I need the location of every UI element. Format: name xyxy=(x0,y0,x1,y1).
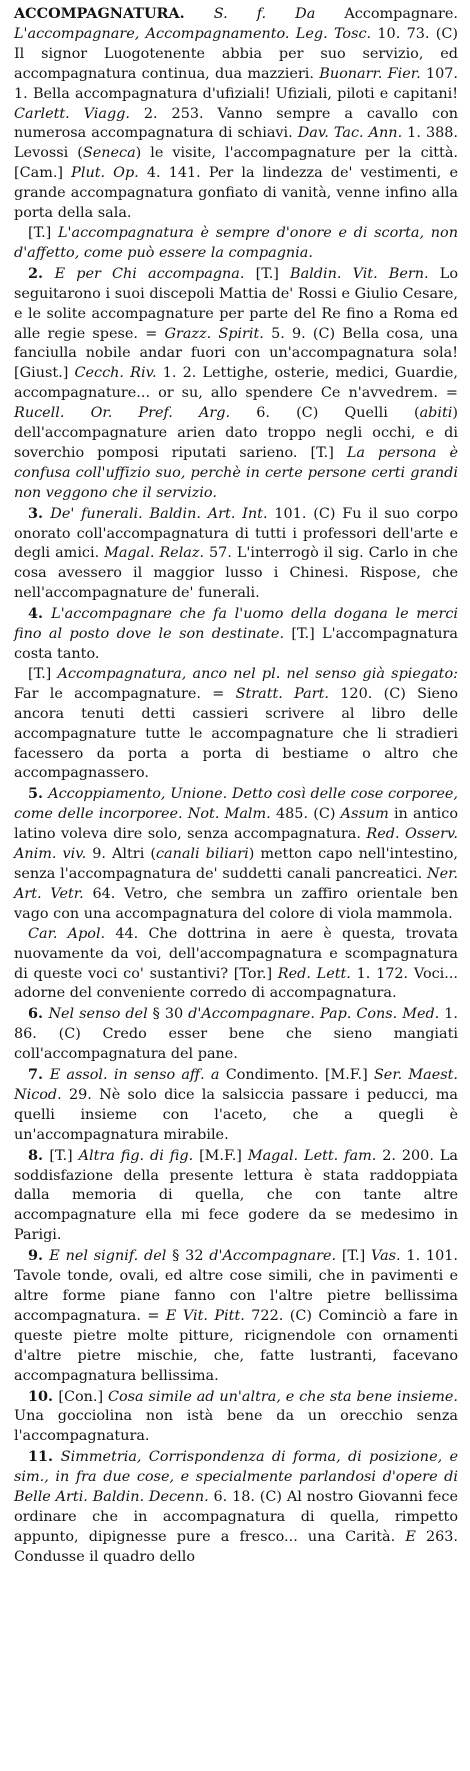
entry-text: 44. Che dottrina in aere è questa, trovata nuovamente da voi, dell'accompagnatura e scompagnatura di queste voci co' sustantivi? [Tor.] xyxy=(14,925,458,982)
entry-text: 2. 200. La soddisfazione della presente lettura è stata raddoppiata dalla memoria di quella, che con tante altre accompagnature ella mi fece godere da se medesimo in Parigi. xyxy=(14,1147,458,1244)
entry-text: 1. 101. Tavole tonde, ovali, ed altre cose simili, che in pavimenti e altre forme piane fanno con l'altre pietre bellissima accompagnatura. = xyxy=(14,1248,459,1324)
entry-text: § 32 xyxy=(166,1248,210,1265)
entry-text: [T.] xyxy=(244,265,291,282)
entry-text: Accompagnare xyxy=(344,6,454,22)
sense-number: 9. xyxy=(28,1247,50,1265)
entry-text: [T.] xyxy=(49,1147,79,1164)
entry-text: 101. (C) Fu il suo corpo onorato coll'accompagnatura di tutti i professori dell'arte e degli amici. xyxy=(14,505,458,562)
entry-sense-paragraph xyxy=(14,504,458,605)
entry-text: in antico latino voleva dire solo, senza accompagnatura. xyxy=(14,806,458,843)
italic-text: Assum xyxy=(340,806,389,823)
entry-text: 10. 73. (C) Il signor Luogotenente abbia per suo servizio, ed accompagnatura continua, dua mazzieri. xyxy=(14,25,458,82)
sense-number: 4. xyxy=(28,605,52,623)
sense-number: 3. xyxy=(28,504,51,522)
entry-sense-paragraph xyxy=(14,1004,458,1065)
entry-text: 5. 9. (C) Bella cosa, una fanciulla nobile andar fuori con un'accompagnatura sola! [Giust.] xyxy=(14,325,458,382)
entry-text: 57. L'interrogò il sig. Carlo in che cosa avessero il maggior lusso i Chinesi. Rispose, che nell'accompagnature de' funerali. xyxy=(14,545,458,602)
entry-text: Una gocciolina non istà bene da un orecchio senza l'accompagnatura. xyxy=(14,1408,458,1445)
sense-number: 6. xyxy=(28,1005,49,1023)
italic-text: abiti xyxy=(419,405,453,422)
entry-text: 6. (C) Quelli ( xyxy=(230,405,420,422)
entry-text: 2. 253. Vanno sempre a cavallo con numerosa accompagnatura di schiavi. xyxy=(14,105,459,142)
entry-definition xyxy=(14,4,458,224)
italic-text: E Vit. Pitt. xyxy=(165,1307,245,1324)
dictionary-entry-accompagnatura xyxy=(14,4,458,1568)
entry-text: 1. 86. (C) Credo esser bene che sieno mangiati coll'accompagnatura del pane. xyxy=(14,1006,458,1063)
italic-text: Red. Osserv. Anim. viv. xyxy=(14,826,459,863)
italic-text: Ner. Art. Vetr. xyxy=(14,865,458,902)
entry-text: [T.] xyxy=(28,224,58,241)
italic-text: Carlett. Viagg. xyxy=(14,105,130,122)
sense-number: 10. xyxy=(28,1387,59,1405)
entry-sense-paragraph xyxy=(14,1146,458,1247)
italic-text: Rucell. Or. Pref. Arg. xyxy=(14,405,231,422)
sense-number: 2. xyxy=(28,264,55,282)
italic-text: canali biliari xyxy=(155,846,249,863)
entry-text: Far le accompagnature. = xyxy=(14,685,236,702)
entry-text: [T.] xyxy=(336,1248,371,1265)
entry-sense-paragraph xyxy=(14,1447,458,1567)
italic-text: Vas. xyxy=(371,1248,401,1265)
italic-text: Accoppiamento, Unione. Detto così delle cose corporee, come delle incorporee. Not. Malm. xyxy=(14,786,458,823)
entry-text: 107. 1. Bella accompagnatura d'ufiziali! Ufiziali, piloti e capitani! xyxy=(14,65,458,102)
entry-text: [T.] L'accompagnatura costa tanto. xyxy=(14,626,458,662)
italic-text: Dav. Tac. Ann. xyxy=(297,125,403,142)
entry-sense-paragraph xyxy=(14,1246,458,1386)
italic-text: E per Chi accompagna. xyxy=(54,265,245,282)
entry-sense-paragraph xyxy=(14,665,458,784)
entry-sense-paragraph xyxy=(14,784,458,924)
entry-text: [M.F.] xyxy=(193,1147,248,1164)
entry-text: ) dell'accompagnature arien dato troppo negli occhi, e di soverchio pomposi riputati sarieno. [T.] xyxy=(14,405,458,461)
entry-headword: ACCOMPAGNATURA. xyxy=(14,5,185,22)
sense-number: 7. xyxy=(28,1066,50,1084)
italic-text: Grazz. Spirit. xyxy=(164,325,264,342)
entry-text: Lo seguitarono i suoi discepoli Mattia de' Rossi e Giulio Cesare, e le solite accompagnature per parte del Re fino a Roma ed alle regie spese. = xyxy=(14,265,458,342)
entry-sense-paragraph xyxy=(14,1387,458,1448)
italic-text: d'Accompagnare. Pap. Cons. Med. xyxy=(188,1006,440,1023)
entry-text: 263. Condusse il quadro dello xyxy=(14,1528,459,1565)
italic-text: La persona è confusa coll'uffizio suo, perchè in certe persone certi grandi non veggono che il servizio. xyxy=(14,444,458,501)
italic-text: Cosa simile ad un'altra, e che sta bene insieme. xyxy=(107,1388,458,1405)
entry-text: [Con.] xyxy=(58,1388,108,1405)
italic-text: Cecch. Riv. xyxy=(74,365,157,382)
entry-sense-paragraph xyxy=(14,925,458,1005)
entry-text: ) le visite, l'accompagnature per la città. [Cam.] xyxy=(14,145,458,182)
italic-text: Red. Lett. xyxy=(277,965,351,982)
sense-number: 5. xyxy=(28,785,49,803)
italic-text: L'accompagnare, Accompagnamento. Leg. Tosc. xyxy=(14,25,372,42)
entry-sense-paragraph xyxy=(14,224,458,264)
italic-text: E xyxy=(405,1528,416,1545)
italic-text: Buonarr. Fier. xyxy=(319,65,421,82)
italic-text: Simmetria, Corrispondenza di forma, di posizione, e sim., in fra due cose, e specialmente parlandosi d'opere di Belle Arti. Baldin. Decenn. xyxy=(14,1449,458,1506)
sense-number: 11. xyxy=(28,1448,61,1466)
entry-text: 4. 141. Per la lindezza de' vestimenti, e grande accompagnatura gonfiato di vanità, venne infino alla porta della sala. xyxy=(14,165,458,222)
entry-text: 485. (C) xyxy=(270,806,341,823)
italic-text: Altra fig. di fig. xyxy=(78,1147,194,1164)
italic-text: E assol. in senso aff. a xyxy=(49,1067,220,1084)
entry-text: § 30 xyxy=(147,1006,189,1023)
italic-text: Magal. Lett. fam. xyxy=(247,1147,377,1164)
entry-sense-paragraph xyxy=(14,604,458,665)
italic-text: S. f. Da xyxy=(213,6,345,22)
entry-sense-paragraph xyxy=(14,1065,458,1146)
italic-text: Nel senso del xyxy=(48,1006,148,1023)
italic-text: Stratt. Part. xyxy=(235,685,329,702)
entry-text: 9. Altri ( xyxy=(86,846,156,863)
entry-text xyxy=(185,6,214,22)
italic-text: d'Accompagnare. xyxy=(209,1248,337,1265)
entry-text: 1. 388. Levossi ( xyxy=(14,125,458,162)
italic-text: Plut. Op. xyxy=(71,165,139,182)
italic-text: L'accompagnare che fa l'uomo della dogana le merci fino al posto dove le son destinate. xyxy=(14,606,458,643)
italic-text: Car. Apol. xyxy=(28,925,106,942)
italic-text: L'accompagnatura è sempre d'onore e di scorta, non d'affetto, come può essere la compagnia. xyxy=(14,224,458,261)
entry-text: 64. Vetro, che sembra un zaffiro orientale ben vago con una accompagnatura del colore di viola mammola. xyxy=(14,885,458,922)
entry-sense-paragraph xyxy=(14,264,458,504)
sense-number: 8. xyxy=(28,1146,50,1164)
italic-text: De' funerali. Baldin. Art. Int. xyxy=(50,505,268,522)
italic-text: Ser. Maest. Nicod. xyxy=(14,1067,458,1103)
entry-text: 6. 18. (C) Al nostro Giovanni fece ordinare che in accompagnatura di quella, rimpetto appunto, dipignesse pure a fresco... una Carità. xyxy=(14,1489,458,1545)
entry-text: ) metton capo nell'intestino, senza l'accompagnatura de' suddetti canali pancreatici. xyxy=(14,846,459,882)
italic-text: Baldin. Vit. Bern. xyxy=(290,265,429,282)
entry-text: 29. Nè solo dice la salsiccia passare i peducci, ma quelli insieme con l'aceto, che a quegli è un'accompagnatura mirabile. xyxy=(14,1086,458,1143)
entry-text: 1. 172. Voci... adorne del conveniente corredo di accompagnatura. xyxy=(14,965,458,1002)
entry-text: 722. (C) Cominciò a fare in queste pietre molte pitture, ricignendole con ornamenti d'altre pietre mischie, che, fatte lustranti, facevano accompagnatura bellissima. xyxy=(14,1307,459,1384)
entry-text: Condimento. [M.F.] xyxy=(219,1067,374,1084)
italic-text: E nel signif. del xyxy=(49,1248,167,1265)
italic-text: Magal. Relaz. xyxy=(104,545,205,562)
entry-text: . xyxy=(453,6,458,22)
entry-text: [T.] xyxy=(28,665,58,682)
entry-text: 1. 2. Lettighe, osterie, medici, Guardie, accompagnature... or su, allo spendere Ce n'avvedrem. = xyxy=(14,365,459,402)
italic-text: Seneca xyxy=(82,145,136,162)
italic-text: Accompagnatura, anco nel pl. nel senso già spiegato: xyxy=(57,665,458,682)
entry-text: 120. (C) Sieno ancora tenuti detti cassieri scrivere al libro delle accompagnature tutte le accompagnature che li stradieri facessero da porta a porta di bestiame o altro che accompagnassero. xyxy=(14,685,459,782)
